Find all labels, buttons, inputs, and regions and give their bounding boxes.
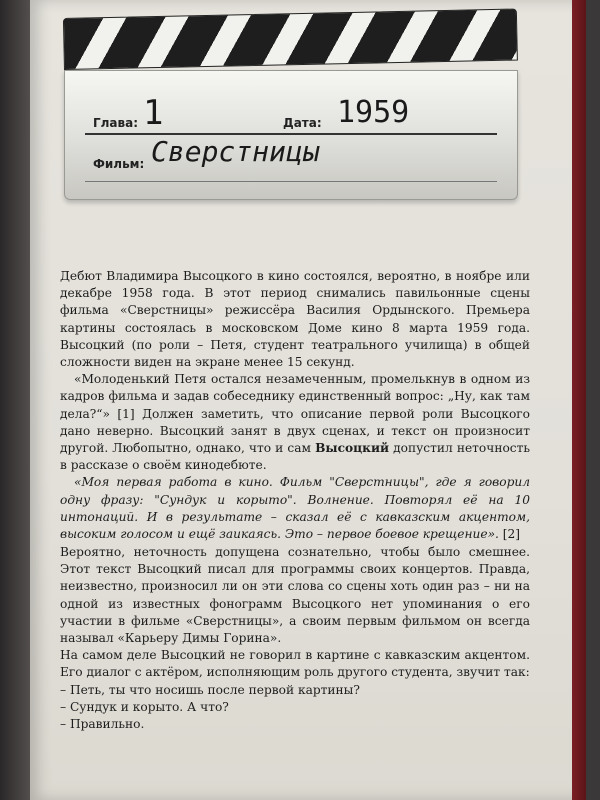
main-text-block-1 bbox=[60, 268, 530, 543]
date-value: 1959 bbox=[337, 95, 410, 130]
film-label: Фильм: bbox=[93, 157, 145, 171]
paragraph-5: На самом деле Высоцкий не говорил в картине с кавказским акцентом. Его диалог с актёром, исполняющим роль другого студента, звучит так: bbox=[60, 648, 530, 680]
dialog-line-2: – Сундук и корыто. А что? bbox=[60, 699, 229, 714]
book-spine bbox=[0, 0, 34, 800]
chapter-value: 1 bbox=[143, 93, 164, 133]
dialog-line-3: – Правильно. bbox=[60, 717, 145, 732]
main-text-block-2 bbox=[60, 544, 530, 733]
paragraph-4: Вероятно, неточность допущена сознательно, чтобы было смешнее. Этот текст Высоцкий писал для программы своих концертов. Правда, неизвестно, произносил ли он эти слова со сцены хоть один раз – ни на одной из известных фонограмм Высоцкого нет упоминания о его участии в фильме «Сверстницы», а своим первым фильмом он всегда называл «Карьеру Димы Горина». bbox=[60, 545, 530, 646]
film-value: Сверстницы bbox=[151, 135, 320, 168]
paragraph-3 bbox=[60, 474, 530, 543]
paragraph-2 bbox=[60, 371, 530, 474]
paragraph-2-bold: Высоцкий bbox=[315, 441, 390, 456]
slate-bottom-line bbox=[85, 181, 497, 182]
paragraph-3-ref: [2] bbox=[502, 527, 521, 542]
clapperboard bbox=[64, 18, 516, 188]
paragraph-2-end: допустил неточность в рассказе о своём кинодебюте. bbox=[60, 441, 530, 473]
dialog-line-1: – Петь, ты что носишь после первой картины? bbox=[60, 682, 360, 697]
page-edge bbox=[572, 0, 586, 800]
clapperboard-slate bbox=[64, 70, 518, 200]
paragraph-3-quote: «Моя первая работа в кино. Фильм "Сверстницы", где я говорил одну фразу: "Сундук и корыто". Волнение. Повторял её на 10 интонаций. И в результате – сказал её с кавказским акцентом, высоким голосом и ещё заикаясь. Это – первое боевое крещение». bbox=[60, 475, 530, 542]
chapter-label: Глава: bbox=[93, 116, 139, 130]
clapperboard-stripes bbox=[63, 9, 518, 70]
paragraph-1: Дебют Владимира Высоцкого в кино состоялся, вероятно, в ноябре или декабре 1958 года. В этот период снимались павильонные сцены фильма «Сверстницы» режиссёра Василия Ордынского. Премьера картины состоялась в московском Доме кино 8 марта 1959 года. Высоцкий (по роли – Петя, студент театрального училища) в общей сложности виден на экране менее 15 секунд. bbox=[60, 269, 530, 370]
paragraph-2-text: «Молоденький Петя остался незамеченным, промелькнув в одном из кадров фильма и задав собеседнику единственный вопрос: „Ну, как там дела?“» [1] Должен заметить, что описание первой роли Высоцкого дано неверно. Высоцкий занят в двух сценах, и текст он произносит другой. Любопытно, однако, что и сам bbox=[60, 372, 530, 456]
date-label: Дата: bbox=[283, 116, 322, 130]
